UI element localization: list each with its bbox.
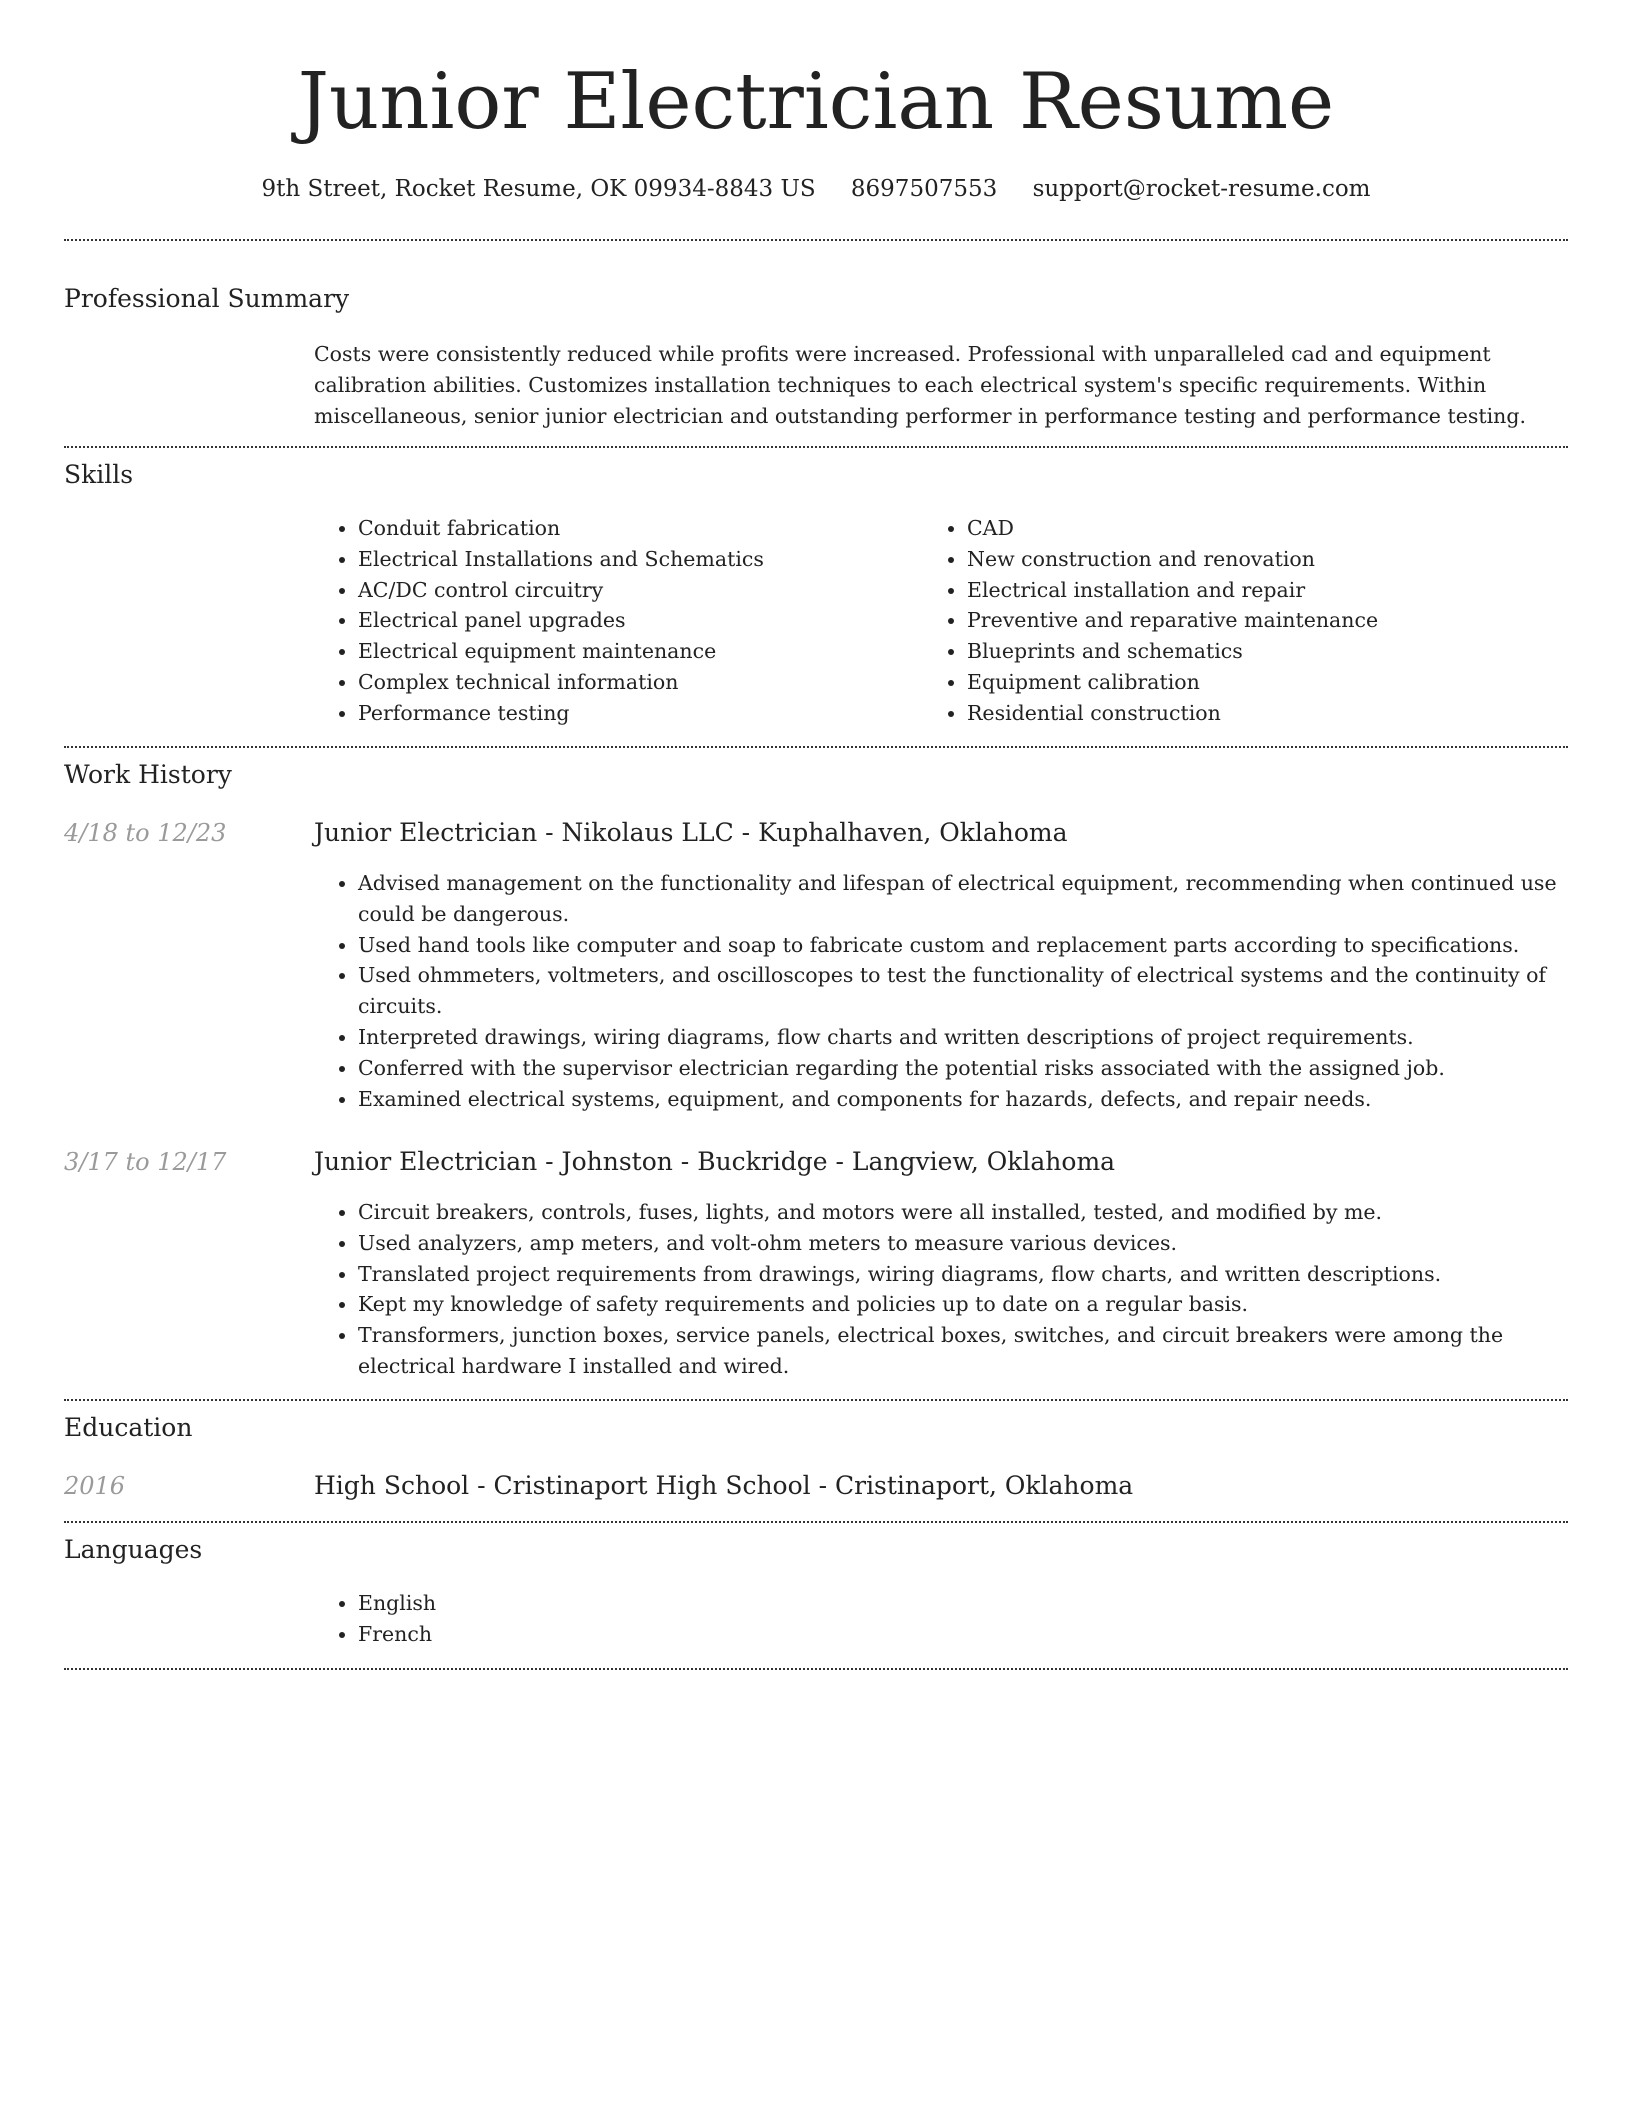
job-title: Junior Electrician - Nikolaus LLC - Kuphalhaven, Oklahoma xyxy=(314,818,1068,847)
job-bullet: • Circuit breakers, controls, fuses, lights, and motors were all installed, tested, and modified by me. xyxy=(358,1197,1576,1228)
skill-item: • Performance testing xyxy=(358,698,918,729)
skills-list-right xyxy=(923,513,1567,729)
education-year: 2016 xyxy=(64,1472,126,1500)
job-title: Junior Electrician - Johnston - Buckridge - Langview, Oklahoma xyxy=(314,1147,1116,1176)
skill-item: • Blueprints and schematics xyxy=(967,636,1567,667)
divider xyxy=(64,1668,1568,1670)
skill-item: • Complex technical information xyxy=(358,667,918,698)
section-title-summary: Professional Summary xyxy=(64,284,350,313)
divider xyxy=(64,239,1568,241)
language-item: • French xyxy=(358,1619,758,1650)
divider xyxy=(64,1521,1568,1523)
skills-list-left xyxy=(314,513,918,729)
contact-address: 9th Street, Rocket Resume, OK 09934-8843 US xyxy=(261,176,816,202)
contact-phone: 8697507553 xyxy=(850,176,998,202)
section-title-skills: Skills xyxy=(64,460,134,489)
skill-item: • Conduit fabrication xyxy=(358,513,918,544)
job-bullet: • Translated project requirements from drawings, wiring diagrams, flow charts, and written descriptions. xyxy=(358,1259,1576,1290)
job-bullet: • Interpreted drawings, wiring diagrams, flow charts and written descriptions of project requirements. xyxy=(358,1022,1568,1053)
section-title-work: Work History xyxy=(64,760,232,789)
language-item: • English xyxy=(358,1588,758,1619)
contact-email: support@rocket-resume.com xyxy=(1032,176,1371,202)
job-bullet: • Transformers, junction boxes, service panels, electrical boxes, switches, and circuit breakers were among the electrical hardware I installed and wired. xyxy=(358,1320,1576,1382)
divider xyxy=(64,1399,1568,1401)
skill-item: • Electrical installation and repair xyxy=(967,575,1567,606)
job-bullets xyxy=(314,868,1568,1114)
languages-list xyxy=(314,1588,758,1650)
job-bullet: • Examined electrical systems, equipment, and components for hazards, defects, and repair needs. xyxy=(358,1084,1568,1115)
resume-title: Junior Electrician Resume xyxy=(297,57,1335,147)
skill-item: • CAD xyxy=(967,513,1567,544)
job-bullet: • Used hand tools like computer and soap to fabricate custom and replacement parts according to specifications. xyxy=(358,930,1568,961)
skill-item: • Residential construction xyxy=(967,698,1567,729)
skill-item: • Electrical panel upgrades xyxy=(358,605,918,636)
skill-item: • New construction and renovation xyxy=(967,544,1567,575)
job-bullets xyxy=(314,1197,1576,1382)
section-title-education: Education xyxy=(64,1413,193,1442)
section-title-languages: Languages xyxy=(64,1535,203,1564)
divider xyxy=(64,746,1568,748)
job-bullet: • Used ohmmeters, voltmeters, and oscilloscopes to test the functionality of electrical systems and the continuity of circuits. xyxy=(358,960,1568,1022)
skill-item: • Preventive and reparative maintenance xyxy=(967,605,1567,636)
job-bullet: • Conferred with the supervisor electrician regarding the potential risks associated with the assigned job. xyxy=(358,1053,1568,1084)
job-dates: 4/18 to 12/23 xyxy=(64,819,227,847)
skill-item: • Electrical equipment maintenance xyxy=(358,636,918,667)
skill-item: • Electrical Installations and Schematics xyxy=(358,544,918,575)
job-dates: 3/17 to 12/17 xyxy=(64,1148,227,1176)
skill-item: • Equipment calibration xyxy=(967,667,1567,698)
job-bullet: • Advised management on the functionality and lifespan of electrical equipment, recommending when continued use could be dangerous. xyxy=(358,868,1568,930)
contact-line xyxy=(0,170,1632,208)
divider xyxy=(64,446,1568,448)
job-bullet: • Kept my knowledge of safety requirements and policies up to date on a regular basis. xyxy=(358,1289,1576,1320)
education-entry: High School - Cristinaport High School - Cristinaport, Oklahoma xyxy=(314,1471,1134,1500)
summary-text: Costs were consistently reduced while profits were increased. Professional with unparalleled cad and equipment calibration abilities. Customizes installation techniques to each electrical system's specific requirements. Within miscellaneous, senior junior electrician and outstanding performer in performance testing and performance testing. xyxy=(314,342,1526,428)
job-bullet: • Used analyzers, amp meters, and volt-ohm meters to measure various devices. xyxy=(358,1228,1576,1259)
skill-item: • AC/DC control circuitry xyxy=(358,575,918,606)
